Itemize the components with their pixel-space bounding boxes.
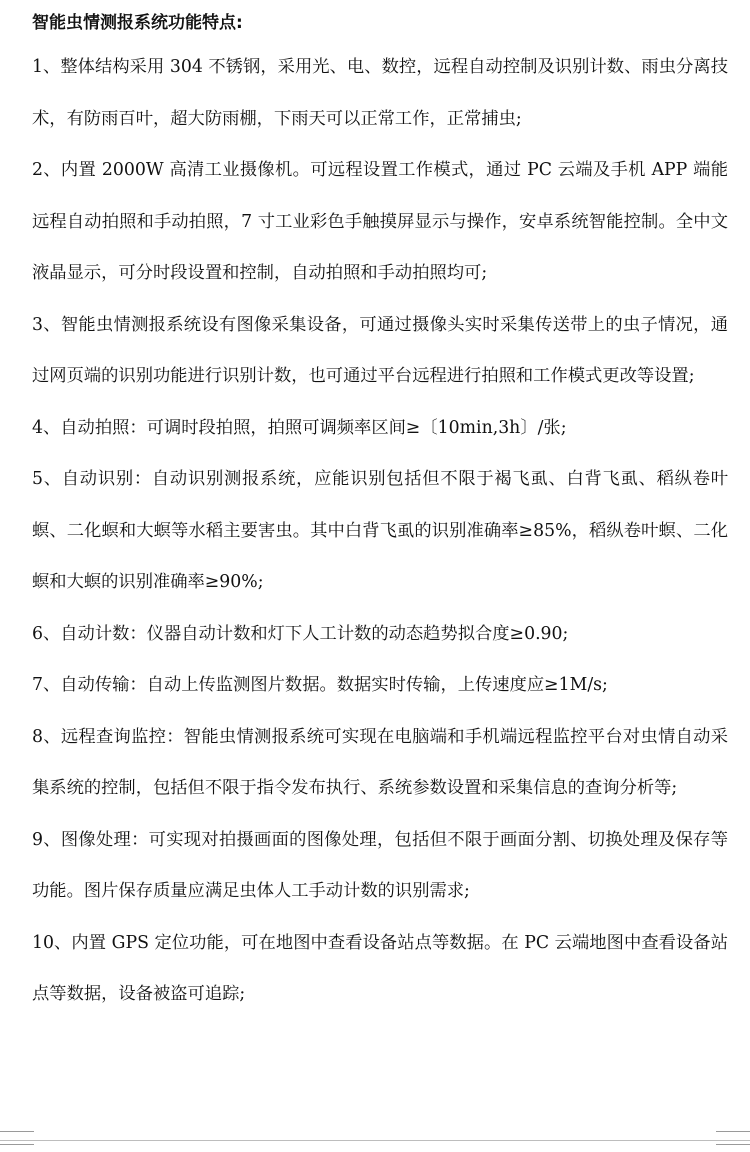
document-title: 智能虫情测报系统功能特点:: [32, 13, 243, 33]
feature-item-9: 9、图像处理：可实现对拍摄画面的图像处理，包括但不限于画面分割、切换处理及保存等功能。图片保存质量应满足虫体人工手动计数的识别需求;: [32, 829, 728, 901]
feature-item-7: 7、自动传输：自动上传监测图片数据。数据实时传输，上传速度应≥1M/s;: [32, 675, 608, 695]
feature-item-10: 10、内置 GPS 定位功能，可在地图中查看设备站点等数据。在 PC 云端地图中查看设备站点等数据，设备被盗可追踪;: [32, 932, 728, 1004]
feature-item-2: 2、内置 2000W 高清工业摄像机。可远程设置工作模式，通过 PC 云端及手机 APP 端能远程自动拍照和手动拍照，7 寸工业彩色手触摸屏显示与操作，安卓系统智能控制。全中文液晶显示，可分时段设置和控制，自动拍照和手动拍照均可;: [32, 160, 728, 283]
feature-item-6: 6、自动计数：仪器自动计数和灯下人工计数的动态趋势拟合度≥0.90;: [32, 623, 569, 644]
feature-item-1: 1、整体结构采用 304 不锈钢，采用光、电、数控，远程自动控制及识别计数、雨虫分离技术，有防雨百叶，超大防雨棚，下雨天可以正常工作，正常捕虫;: [32, 57, 728, 129]
page-bottom-rule: [0, 1140, 750, 1152]
feature-item-8: 8、远程查询监控：智能虫情测报系统可实现在电脑端和手机端远程监控平台对虫情自动采集系统的控制，包括但不限于指令发布执行、系统参数设置和采集信息的查询分析等;: [32, 726, 728, 798]
feature-item-5: 5、自动识别：自动识别测报系统，应能识别包括但不限于褐飞虱、白背飞虱、稻纵卷叶螟、二化螟和大螟等水稻主要害虫。其中白背飞虱的识别准确率≥85%，稻纵卷叶螟、二化螟和大螟的识别准确率≥90%;: [32, 469, 728, 592]
feature-item-3: 3、智能虫情测报系统设有图像采集设备，可通过摄像头实时采集传送带上的虫子情况，通过网页端的识别功能进行识别计数，也可通过平台远程进行拍照和工作模式更改等设置;: [32, 314, 728, 386]
document-body: [32, 6, 728, 1021]
feature-item-4: 4、自动拍照：可调时段拍照，拍照可调频率区间≥〔10min,3h〕/张;: [32, 417, 567, 438]
